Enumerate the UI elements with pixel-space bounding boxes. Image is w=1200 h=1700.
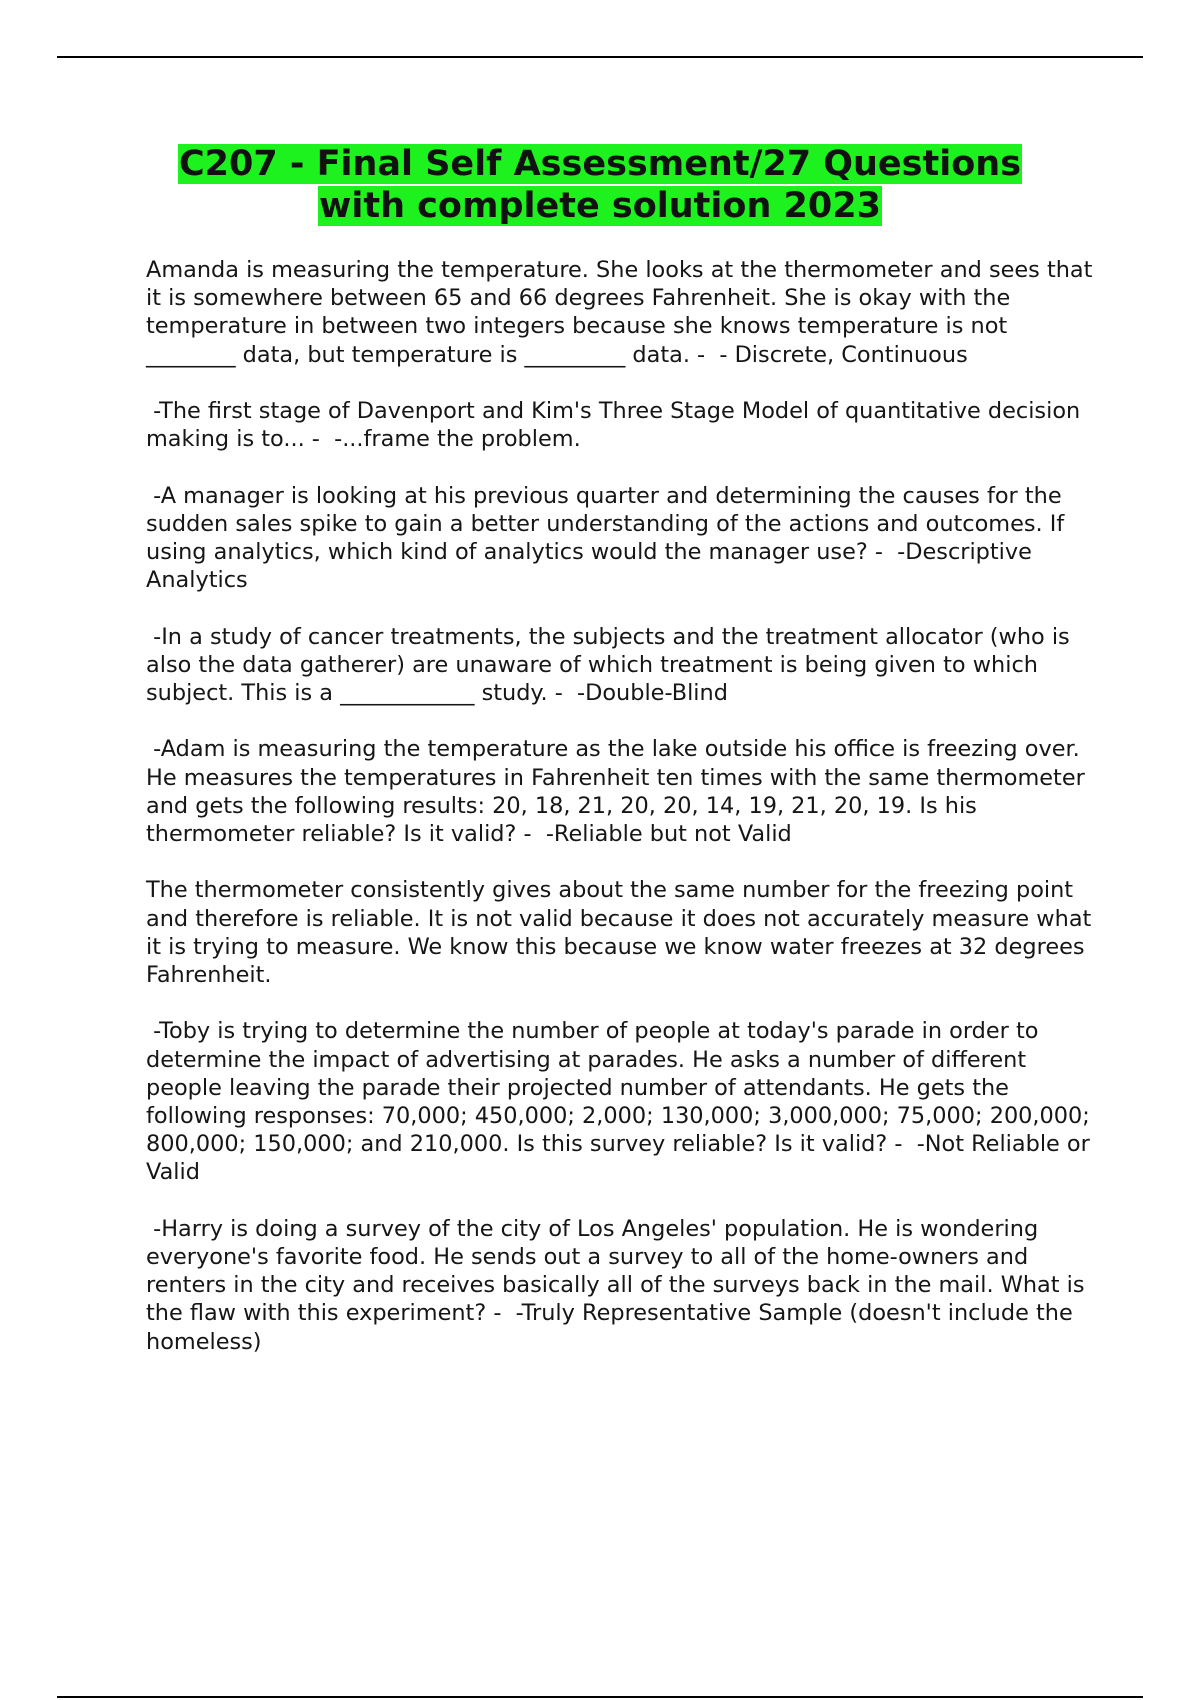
document-body: [146, 256, 1100, 1384]
title-line-2: with complete solution 2023: [319, 186, 881, 226]
question-paragraph-manager: -A manager is looking at his previous quarter and determining the causes for the sudden sales spike to gain a better understanding of the actions and outcomes. If using analytics, which kind of analytics would the manager use? - -Descriptive Analytics: [146, 482, 1072, 594]
question-paragraph-cancer-study: -In a study of cancer treatments, the subjects and the treatment allocator (who is also the data gatherer) are unaware of which treatment is being given to which subject. This is a ____________ study. - -Double-Blind: [146, 623, 1077, 706]
document-title: [57, 143, 1143, 227]
title-line-1: C207 - Final Self Assessment/27 Questions: [178, 144, 1022, 184]
footer-rule: [57, 1696, 1143, 1698]
explanation-paragraph-thermometer: The thermometer consistently gives about the same number for the freezing point and therefore is reliable. It is not valid because it does not accurately measure what it is trying to measure. We know this because we know water freezes at 32 degrees Fahrenheit.: [146, 877, 1099, 988]
question-paragraph-amanda: Amanda is measuring the temperature. She looks at the thermometer and sees that it is somewhere between 65 and 66 degrees Fahrenheit. She is okay with the temperature in between two integers because she knows temperature is not ________ data, but temperature is _________ data. - - Discrete, Continuous: [146, 257, 1100, 368]
question-paragraph-adam: -Adam is measuring the temperature as the lake outside his office is freezing over. He measures the temperatures in Fahrenheit ten times with the same thermometer and gets the following results: 20, 18, 21, 20, 20, 14, 19, 21, 20, 19. Is his thermometer reliable? Is it valid? - -Reliable but not Valid: [146, 736, 1092, 847]
question-paragraph-davenport: -The first stage of Davenport and Kim's Three Stage Model of quantitative decision making is to... - -...frame the problem.: [146, 398, 1088, 453]
question-paragraph-toby: -Toby is trying to determine the number of people at today's parade in order to determine the impact of advertising at parades. He asks a number of different people leaving the parade their projected number of attendants. He gets the following responses: 70,000; 450,000; 2,000; 130,000; 3,000,000; 75,000; 200,000; 800,000; 150,000; and 210,000. Is this survey reliable? Is it valid? - -Not Reliable or Valid: [146, 1018, 1097, 1186]
question-paragraph-harry: -Harry is doing a survey of the city of Los Angeles' population. He is wondering everyone's favorite food. He sends out a survey to all of the home-owners and renters in the city and receives basically all of the surveys back in the mail. What is the flaw with this experiment? - -Truly Representative Sample (doesn't include the homeless): [146, 1215, 1092, 1355]
header-rule: [57, 56, 1143, 58]
